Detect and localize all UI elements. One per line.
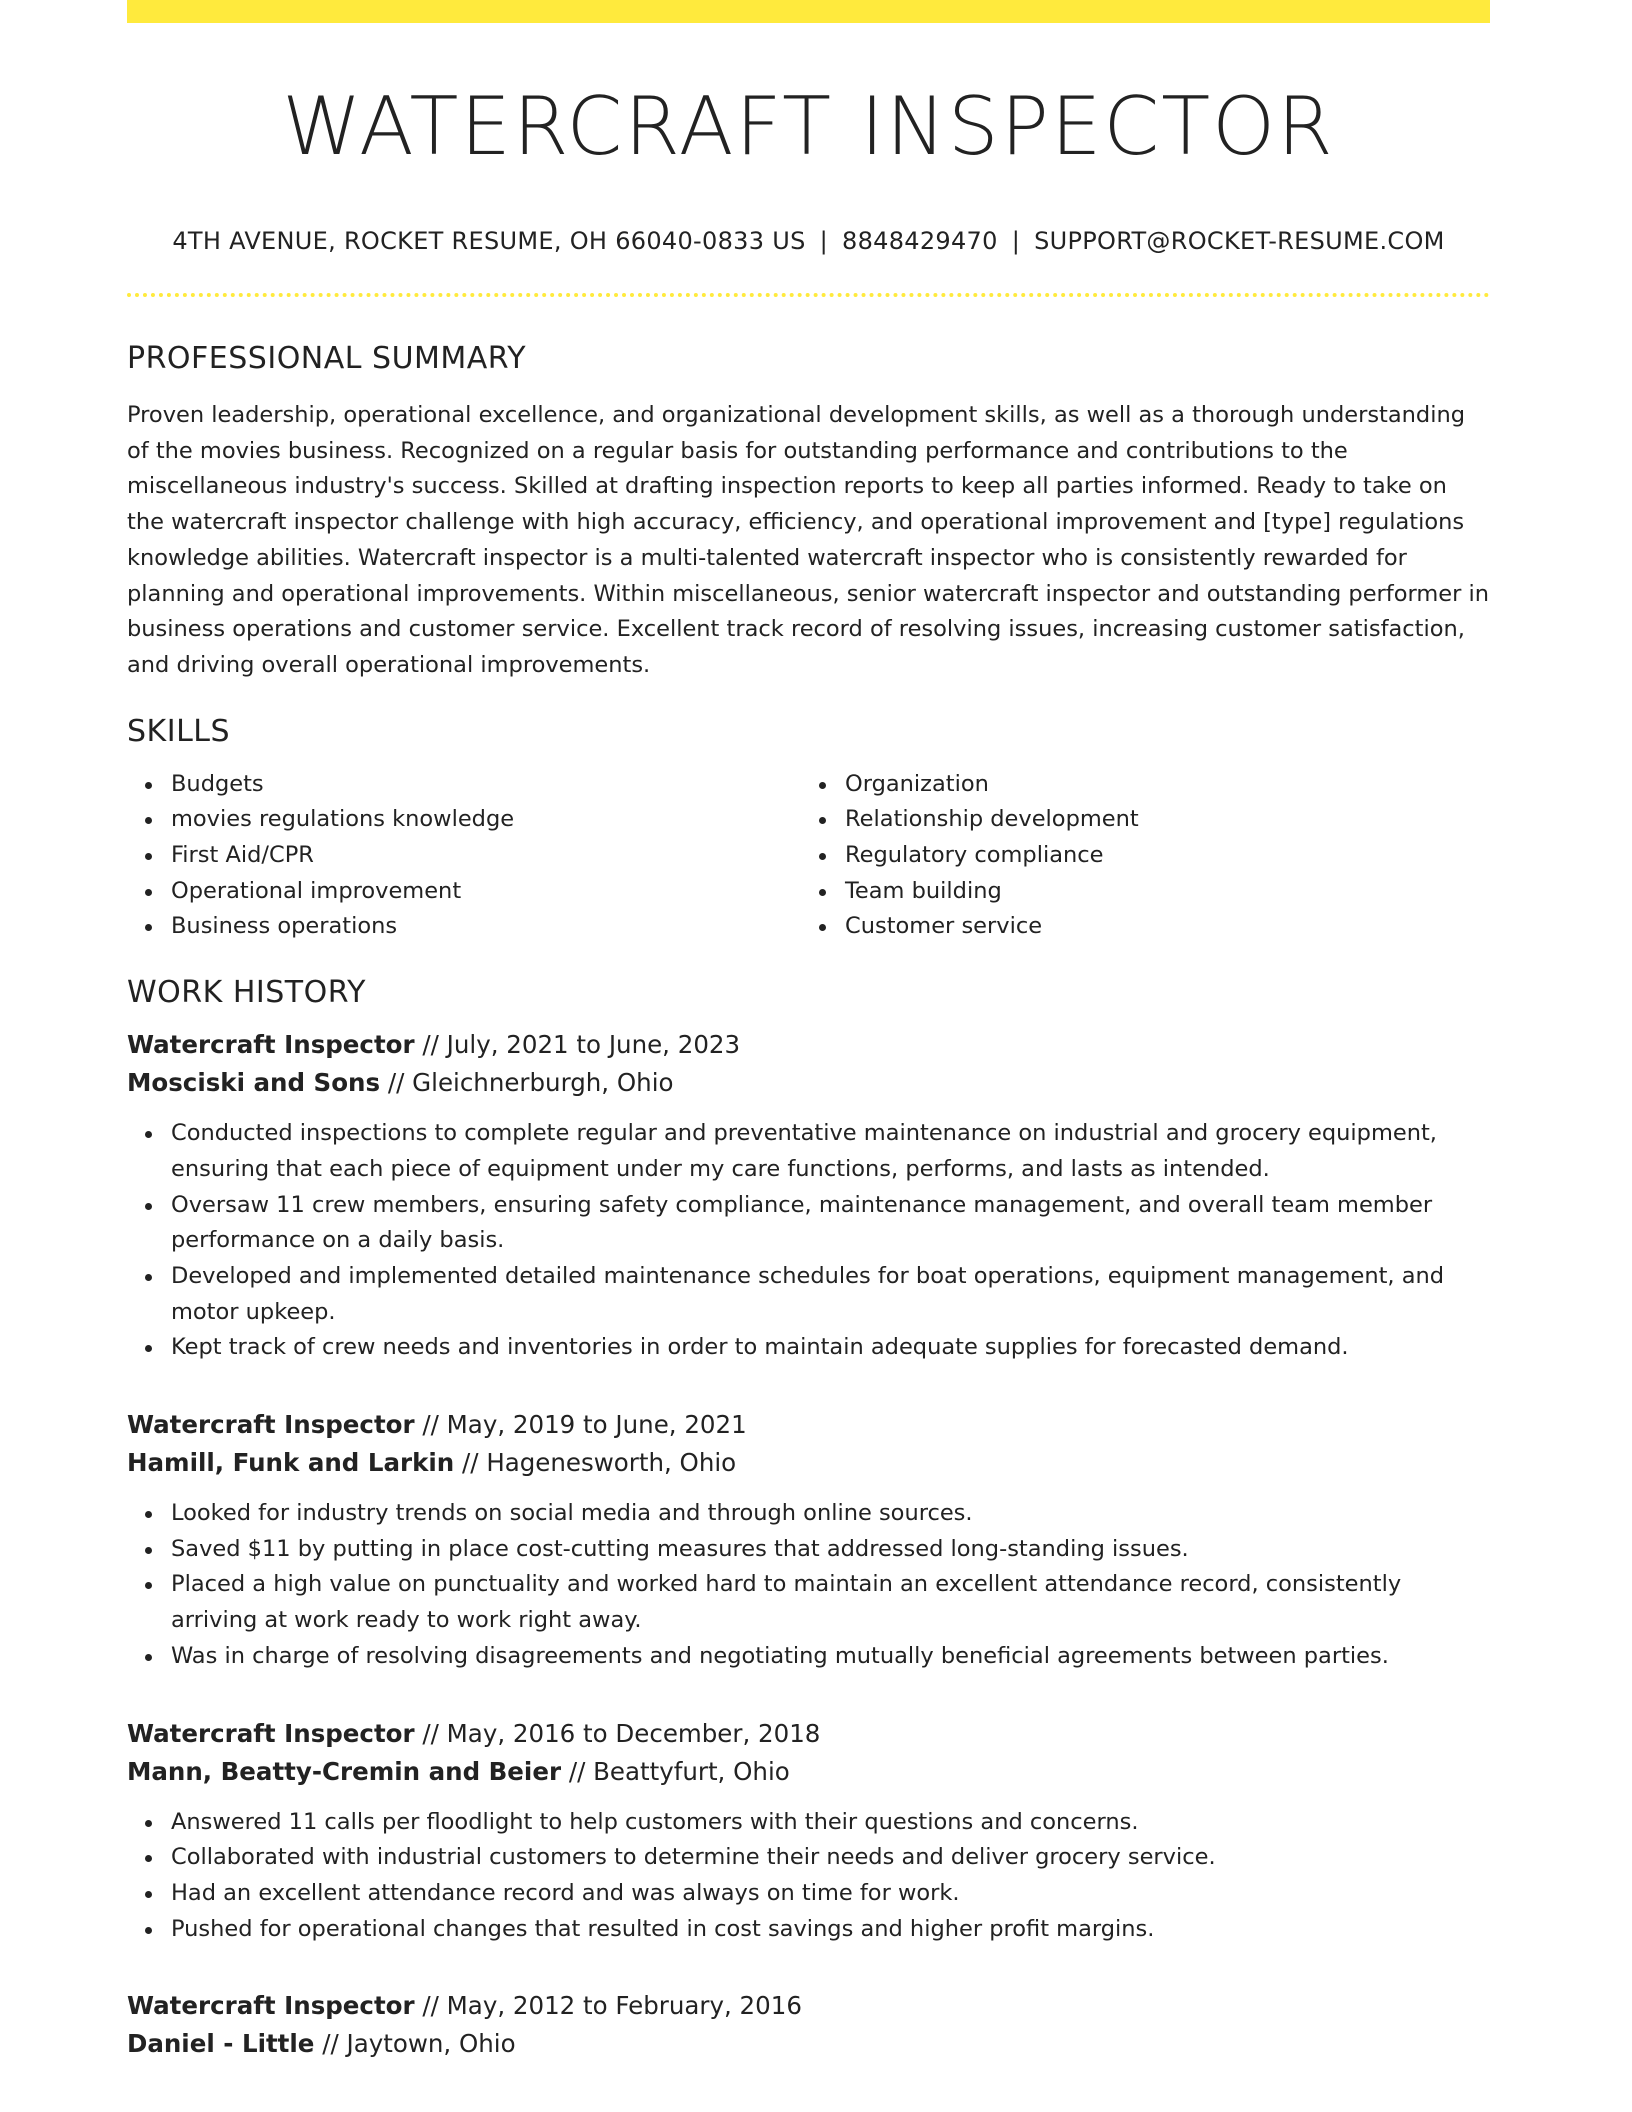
job-bullets (127, 1496, 1490, 1675)
top-accent-bar (127, 0, 1490, 23)
skills-column-left (127, 767, 801, 946)
skill-item: Business operations (171, 909, 801, 945)
job-entry (127, 1715, 1490, 1948)
resume-page (127, 0, 1490, 2063)
job-dates: // July, 2021 to June, 2023 (414, 1030, 741, 1060)
skill-item: Relationship development (845, 802, 1475, 838)
job-bullet: Developed and implemented detailed maintenance schedules for boat operations, equipment management, and motor upkeep. (171, 1259, 1490, 1330)
job-bullet: Answered 11 calls per floodlight to help customers with their questions and concerns. (171, 1805, 1490, 1841)
job-role: Watercraft Inspector (127, 1410, 415, 1440)
skill-item: Team building (845, 874, 1475, 910)
job-dates: // May, 2016 to December, 2018 (414, 1718, 821, 1748)
job-location: // Hagenesworth, Ohio (454, 1448, 737, 1478)
skill-item: Regulatory compliance (845, 838, 1475, 874)
job-bullets (127, 1805, 1490, 1948)
skill-item: First Aid/CPR (171, 838, 801, 874)
job-company-line (127, 2025, 1490, 2063)
job-bullet: Conducted inspections to complete regular and preventative maintenance on industrial and grocery equipment, ensuring that each piece of equipment under my care functions, performs, and lasts as intended. (171, 1116, 1490, 1187)
skill-item: Budgets (171, 767, 801, 803)
job-entry (127, 1026, 1490, 1366)
job-dates: // May, 2019 to June, 2021 (414, 1410, 747, 1440)
contact-separator: | (819, 227, 828, 255)
job-bullet: Had an excellent attendance record and was always on time for work. (171, 1876, 1490, 1912)
contact-phone: 8848429470 (842, 227, 998, 255)
summary-heading: PROFESSIONAL SUMMARY (127, 341, 527, 376)
job-location: // Jaytown, Ohio (314, 2029, 516, 2059)
job-role: Watercraft Inspector (127, 1718, 415, 1748)
job-bullet: Collaborated with industrial customers to determine their needs and deliver grocery service. (171, 1840, 1490, 1876)
job-bullets (127, 1116, 1490, 1366)
job-title-line (127, 1406, 1490, 1444)
work-history-heading: WORK HISTORY (127, 975, 366, 1011)
job-dates: // May, 2012 to February, 2016 (414, 1991, 802, 2021)
header-divider (127, 293, 1490, 297)
job-bullet: Kept track of crew needs and inventories in order to maintain adequate supplies for forecasted demand. (171, 1330, 1490, 1366)
contact-separator: | (1011, 227, 1021, 255)
skill-item: movies regulations knowledge (171, 802, 801, 838)
candidate-name: WATERCRAFT INSPECTOR (282, 80, 1335, 173)
job-bullet: Looked for industry trends on social media and through online sources. (171, 1496, 1490, 1532)
job-bullet: Saved $11 by putting in place cost-cutting measures that addressed long-standing issues. (171, 1532, 1490, 1568)
job-location: // Gleichnerburgh, Ohio (380, 1068, 674, 1098)
contact-email: SUPPORT@ROCKET-RESUME.COM (1034, 227, 1445, 255)
job-location: // Beattyfurt, Ohio (561, 1756, 790, 1786)
job-title-line (127, 1715, 1490, 1753)
job-entry (127, 1987, 1490, 2063)
job-company: Daniel - Little (127, 2029, 315, 2059)
job-role: Watercraft Inspector (127, 1030, 415, 1060)
job-title-line (127, 1026, 1490, 1064)
job-company: Mann, Beatty-Cremin and Beier (127, 1756, 562, 1786)
contact-line (127, 227, 1490, 255)
job-title-line (127, 1987, 1490, 2025)
summary-paragraph: Proven leadership, operational excellence, and organizational development skills, as well as a thorough understanding of the movies business. Recognized on a regular basis for outstanding performance and contributions to the miscellaneous industry's success. Skilled at drafting inspection reports to keep all parties informed. Ready to take on the watercraft inspector challenge with high accuracy, efficiency, and operational improvement and [type] regulations knowledge abilities. Watercraft inspector is a multi-talented watercraft inspector who is consistently rewarded for planning and operational improvements. Within miscellaneous, senior watercraft inspector and outstanding performer in business operations and customer service. Excellent track record of resolving issues, increasing customer satisfaction, and driving overall operational improvements. (127, 402, 1490, 678)
job-company: Hamill, Funk and Larkin (127, 1448, 455, 1478)
work-history-list (127, 1026, 1490, 2063)
job-bullet: Placed a high value on punctuality and worked hard to maintain an excellent attendance record, consistently arriving at work ready to work right away. (171, 1567, 1490, 1638)
job-entry (127, 1406, 1490, 1675)
job-company-line (127, 1064, 1490, 1102)
job-company-line (127, 1444, 1490, 1482)
skill-item: Organization (845, 767, 1475, 803)
skills-heading: SKILLS (127, 713, 231, 749)
job-company: Mosciski and Sons (127, 1068, 381, 1098)
job-role: Watercraft Inspector (127, 1991, 415, 2021)
skill-item: Customer service (845, 909, 1475, 945)
job-bullet: Was in charge of resolving disagreements and negotiating mutually beneficial agreements between parties. (171, 1639, 1490, 1675)
job-company-line (127, 1753, 1490, 1791)
skills-column-right (801, 767, 1475, 946)
skills-list (127, 767, 1490, 946)
contact-address: 4TH AVENUE, ROCKET RESUME, OH 66040-0833 US (172, 227, 806, 255)
job-bullet: Pushed for operational changes that resulted in cost savings and higher profit margins. (171, 1912, 1490, 1948)
skill-item: Operational improvement (171, 874, 801, 910)
job-bullet: Oversaw 11 crew members, ensuring safety compliance, maintenance management, and overall team member performance on a daily basis. (171, 1188, 1490, 1259)
